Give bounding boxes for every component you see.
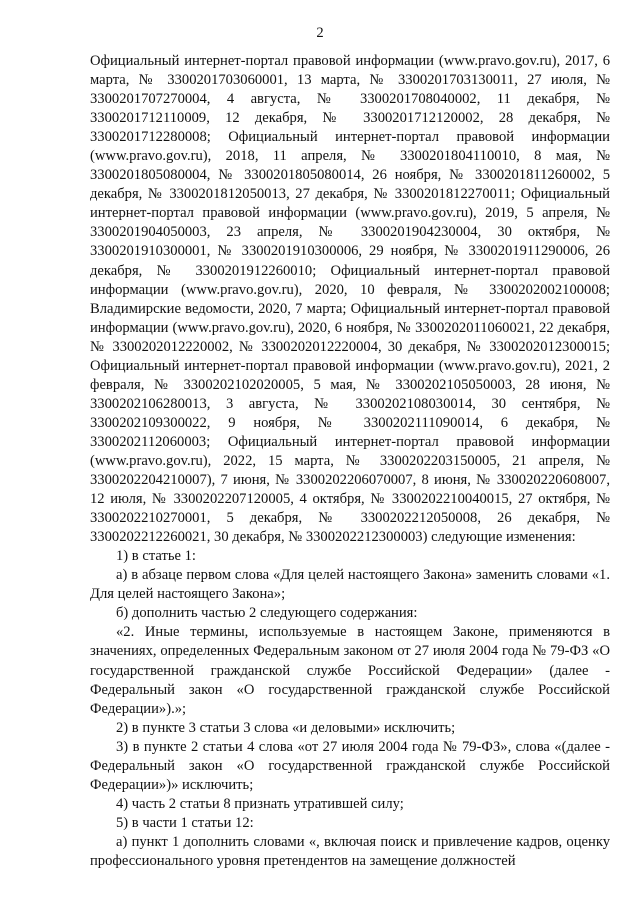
list-item: а) в абзаце первом слова «Для целей настоящего Закона» заменить словами «1. Для целей настоящего Закона»;	[90, 567, 610, 603]
document-body	[90, 52, 610, 871]
list-item: б) дополнить частью 2 следующего содержания:	[116, 605, 418, 622]
list-item: 5) в части 1 статьи 12:	[116, 814, 254, 831]
page-number: 2	[316, 25, 324, 41]
list-item: 4) часть 2 статьи 8 признать утратившей силу;	[116, 795, 404, 812]
list-item: 3) в пункте 2 статьи 4 слова «от 27 июля 2004 года № 79-ФЗ», слова «(далее - Федеральный закон «О государственной гражданской службе Российской Федерации»)» исключить;	[90, 738, 610, 793]
list-item: 2) в пункте 3 статьи 3 слова «и деловыми» исключить;	[116, 719, 456, 736]
list-item: 1) в статье 1:	[116, 548, 196, 565]
amendment-sources-paragraph: Официальный интернет-портал правовой информации (www.pravo.gov.ru), 2017, 6 марта, № 3300201703060001, 13 марта, № 3300201703130011, 27 июля, № 3300201707270004, 4 августа, № 3300201708040002, 11 декабря, № 3300201712110009, 12 декабря, № 3300201712120002, 28 декабря, № 3300201712280008; Официальный интернет-портал правовой информации (www.pravo.gov.ru), 2018, 11 апреля, № 3300201804110010, 8 мая, № 3300201805080004, № 3300201805080014, 26 ноября, № 3300201811260002, 5 декабря, № 3300201812050013, 27 декабря, № 3300201812270011; Официальный интернет-портал правовой информации (www.pravo.gov.ru), 2019, 5 апреля, № 3300201904050003, 23 апреля, № 3300201904230004, 30 октября, № 3300201910300001, № 3300201910300006, 29 ноября, № 3300201911290006, 26 декабря, № 3300201912260010; Официальный интернет-портал правовой информации (www.pravo.gov.ru), 2020, 10 февраля, № 3300202002100008; Владимирские ведомости, 2020, 7 марта; Официальный интернет-портал правовой информации (www.pravo.gov.ru), 2020, 6 ноября, № 3300202011060021, 22 декабря, № 3300202012220002, № 3300202012220004, 30 декабря, № 3300202012300015; Официальный интернет-портал правовой информации (www.pravo.gov.ru), 2021, 2 февраля, № 3300202102020005, 5 мая, № 3300202105050003, 28 июня, № 3300202106280013, 3 августа, № 3300202108030014, 30 сентября, № 3300202109300022, 9 ноября, № 3300202111090014, 6 декабря, № 3300202112060003; Официальный интернет-портал правовой информации (www.pravo.gov.ru), 2022, 15 марта, № 3300202203150005, 21 апреля, № 3300202204210007), 7 июня, № 3300202206070007, 8 июня, № 330020220608007, 12 июля, № 3300202207120005, 4 октября, № 3300202210040015, 27 октября, № 3300202210270001, 5 декабря, № 3300202212050008, 26 декабря, № 3300202212260021, 30 декабря, № 3300202212300003) следующие изменения:	[90, 53, 610, 546]
quoted-text: «2. Иные термины, используемые в настоящем Законе, применяются в значениях, определенных Федеральным законом от 27 июля 2004 года № 79-ФЗ «О государственной гражданской службе Российской Федерации» (далее - Федеральный закон «О государственной гражданской службе Российской Федерации»).»;	[90, 624, 610, 717]
list-item: а) пункт 1 дополнить словами «, включая поиск и привлечение кадров, оценку профессионального уровня претендентов на замещение должностей	[90, 833, 610, 869]
